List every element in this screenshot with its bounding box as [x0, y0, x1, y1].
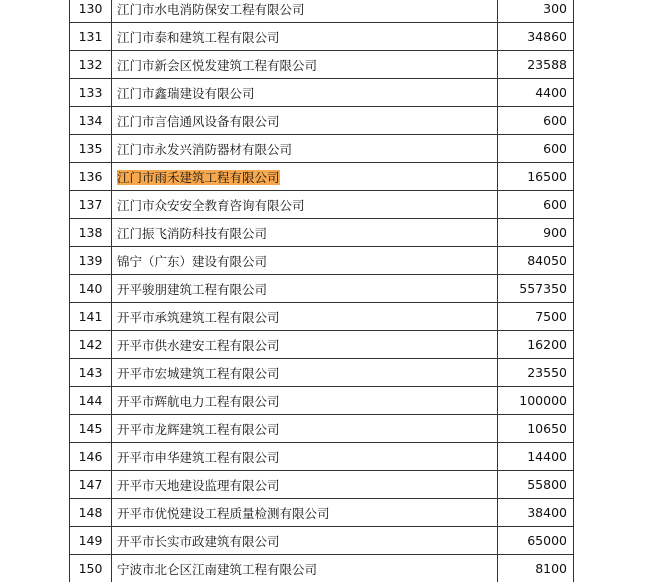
amount-cell: 600 — [498, 107, 574, 135]
amount-cell: 600 — [498, 191, 574, 219]
amount-cell: 8100 — [498, 555, 574, 583]
company-name-text: 开平市长实市政建筑有限公司 — [117, 533, 280, 549]
company-name-cell — [112, 527, 498, 555]
amount-cell: 84050 — [498, 247, 574, 275]
row-number-cell: 146 — [70, 443, 112, 471]
row-number-cell: 131 — [70, 23, 112, 51]
table-row — [70, 135, 574, 163]
company-name-cell — [112, 303, 498, 331]
company-name-cell — [112, 219, 498, 247]
amount-cell: 55800 — [498, 471, 574, 499]
table-row — [70, 387, 574, 415]
amount-cell: 65000 — [498, 527, 574, 555]
row-number-cell: 150 — [70, 555, 112, 583]
table-row — [70, 219, 574, 247]
amount-cell: 38400 — [498, 499, 574, 527]
amount-cell: 10650 — [498, 415, 574, 443]
company-name-text: 江门市泰和建筑工程有限公司 — [117, 29, 280, 45]
table-row — [70, 359, 574, 387]
company-name-cell — [112, 331, 498, 359]
amount-cell: 300 — [498, 0, 574, 23]
table-row — [70, 163, 574, 191]
amount-cell: 4400 — [498, 79, 574, 107]
table-row — [70, 51, 574, 79]
company-name-cell — [112, 387, 498, 415]
company-name-text: 开平市宏城建筑工程有限公司 — [117, 365, 280, 381]
company-name-cell — [112, 555, 498, 583]
row-number-cell: 132 — [70, 51, 112, 79]
table-row — [70, 527, 574, 555]
amount-cell: 34860 — [498, 23, 574, 51]
amount-cell: 23550 — [498, 359, 574, 387]
company-name-cell — [112, 471, 498, 499]
company-name-text: 江门市鑫瑞建设有限公司 — [117, 85, 255, 101]
table-row — [70, 79, 574, 107]
company-name-cell — [112, 23, 498, 51]
company-name-cell — [112, 359, 498, 387]
row-number-cell: 135 — [70, 135, 112, 163]
company-name-cell — [112, 135, 498, 163]
amount-cell: 100000 — [498, 387, 574, 415]
amount-cell: 600 — [498, 135, 574, 163]
row-number-cell: 149 — [70, 527, 112, 555]
company-name-cell — [112, 107, 498, 135]
table-row — [70, 555, 574, 583]
company-name-text: 开平市优悦建设工程质量检测有限公司 — [117, 505, 330, 521]
amount-cell: 900 — [498, 219, 574, 247]
company-name-text: 开平市供水建安工程有限公司 — [117, 337, 280, 353]
row-number-cell: 137 — [70, 191, 112, 219]
company-name-text: 开平市天地建设监理有限公司 — [117, 477, 280, 493]
amount-cell: 16200 — [498, 331, 574, 359]
row-number-cell: 142 — [70, 331, 112, 359]
table-row — [70, 471, 574, 499]
table-row — [70, 415, 574, 443]
amount-cell: 14400 — [498, 443, 574, 471]
row-number-cell: 134 — [70, 107, 112, 135]
company-name-cell — [112, 79, 498, 107]
company-name-cell — [112, 247, 498, 275]
company-name-cell — [112, 191, 498, 219]
company-name-text: 江门市言信通风设备有限公司 — [117, 113, 280, 129]
company-amount-table — [69, 0, 574, 582]
company-name-cell — [112, 275, 498, 303]
table-body — [70, 0, 574, 582]
table-row — [70, 275, 574, 303]
table-row — [70, 247, 574, 275]
row-number-cell: 148 — [70, 499, 112, 527]
table-row — [70, 191, 574, 219]
table-row — [70, 499, 574, 527]
table-row — [70, 107, 574, 135]
data-table-container — [69, 0, 574, 582]
amount-cell: 7500 — [498, 303, 574, 331]
amount-cell: 23588 — [498, 51, 574, 79]
company-name-text: 锦宁（广东）建设有限公司 — [117, 253, 268, 269]
company-name-text: 宁波市北仑区江南建筑工程有限公司 — [117, 561, 318, 577]
table-row — [70, 303, 574, 331]
amount-cell: 16500 — [498, 163, 574, 191]
company-name-text: 江门市永发兴消防器材有限公司 — [117, 141, 293, 157]
row-number-cell: 141 — [70, 303, 112, 331]
company-name-text: 江门市新会区悦发建筑工程有限公司 — [117, 57, 318, 73]
company-name-text: 江门市众安安全教育咨询有限公司 — [117, 197, 305, 213]
row-number-cell: 139 — [70, 247, 112, 275]
company-name-cell — [112, 51, 498, 79]
row-number-cell: 147 — [70, 471, 112, 499]
row-number-cell: 130 — [70, 0, 112, 23]
highlighted-company-name: 江门市雨禾建筑工程有限公司 — [117, 169, 280, 185]
table-row — [70, 23, 574, 51]
company-name-cell — [112, 163, 498, 191]
company-name-cell — [112, 0, 498, 23]
company-name-cell — [112, 499, 498, 527]
company-name-text: 开平市申华建筑工程有限公司 — [117, 449, 280, 465]
company-name-cell — [112, 415, 498, 443]
table-row — [70, 443, 574, 471]
row-number-cell: 143 — [70, 359, 112, 387]
table-row — [70, 0, 574, 23]
company-name-text: 开平市承筑建筑工程有限公司 — [117, 309, 280, 325]
company-name-text: 江门振飞消防科技有限公司 — [117, 225, 268, 241]
row-number-cell: 136 — [70, 163, 112, 191]
row-number-cell: 144 — [70, 387, 112, 415]
table-row — [70, 331, 574, 359]
row-number-cell: 140 — [70, 275, 112, 303]
row-number-cell: 145 — [70, 415, 112, 443]
amount-cell: 557350 — [498, 275, 574, 303]
company-name-cell — [112, 443, 498, 471]
row-number-cell: 133 — [70, 79, 112, 107]
company-name-text: 开平骏朋建筑工程有限公司 — [117, 281, 268, 297]
company-name-text: 开平市龙辉建筑工程有限公司 — [117, 421, 280, 437]
company-name-text: 江门市水电消防保安工程有限公司 — [117, 1, 305, 17]
company-name-text: 开平市辉航电力工程有限公司 — [117, 393, 280, 409]
row-number-cell: 138 — [70, 219, 112, 247]
